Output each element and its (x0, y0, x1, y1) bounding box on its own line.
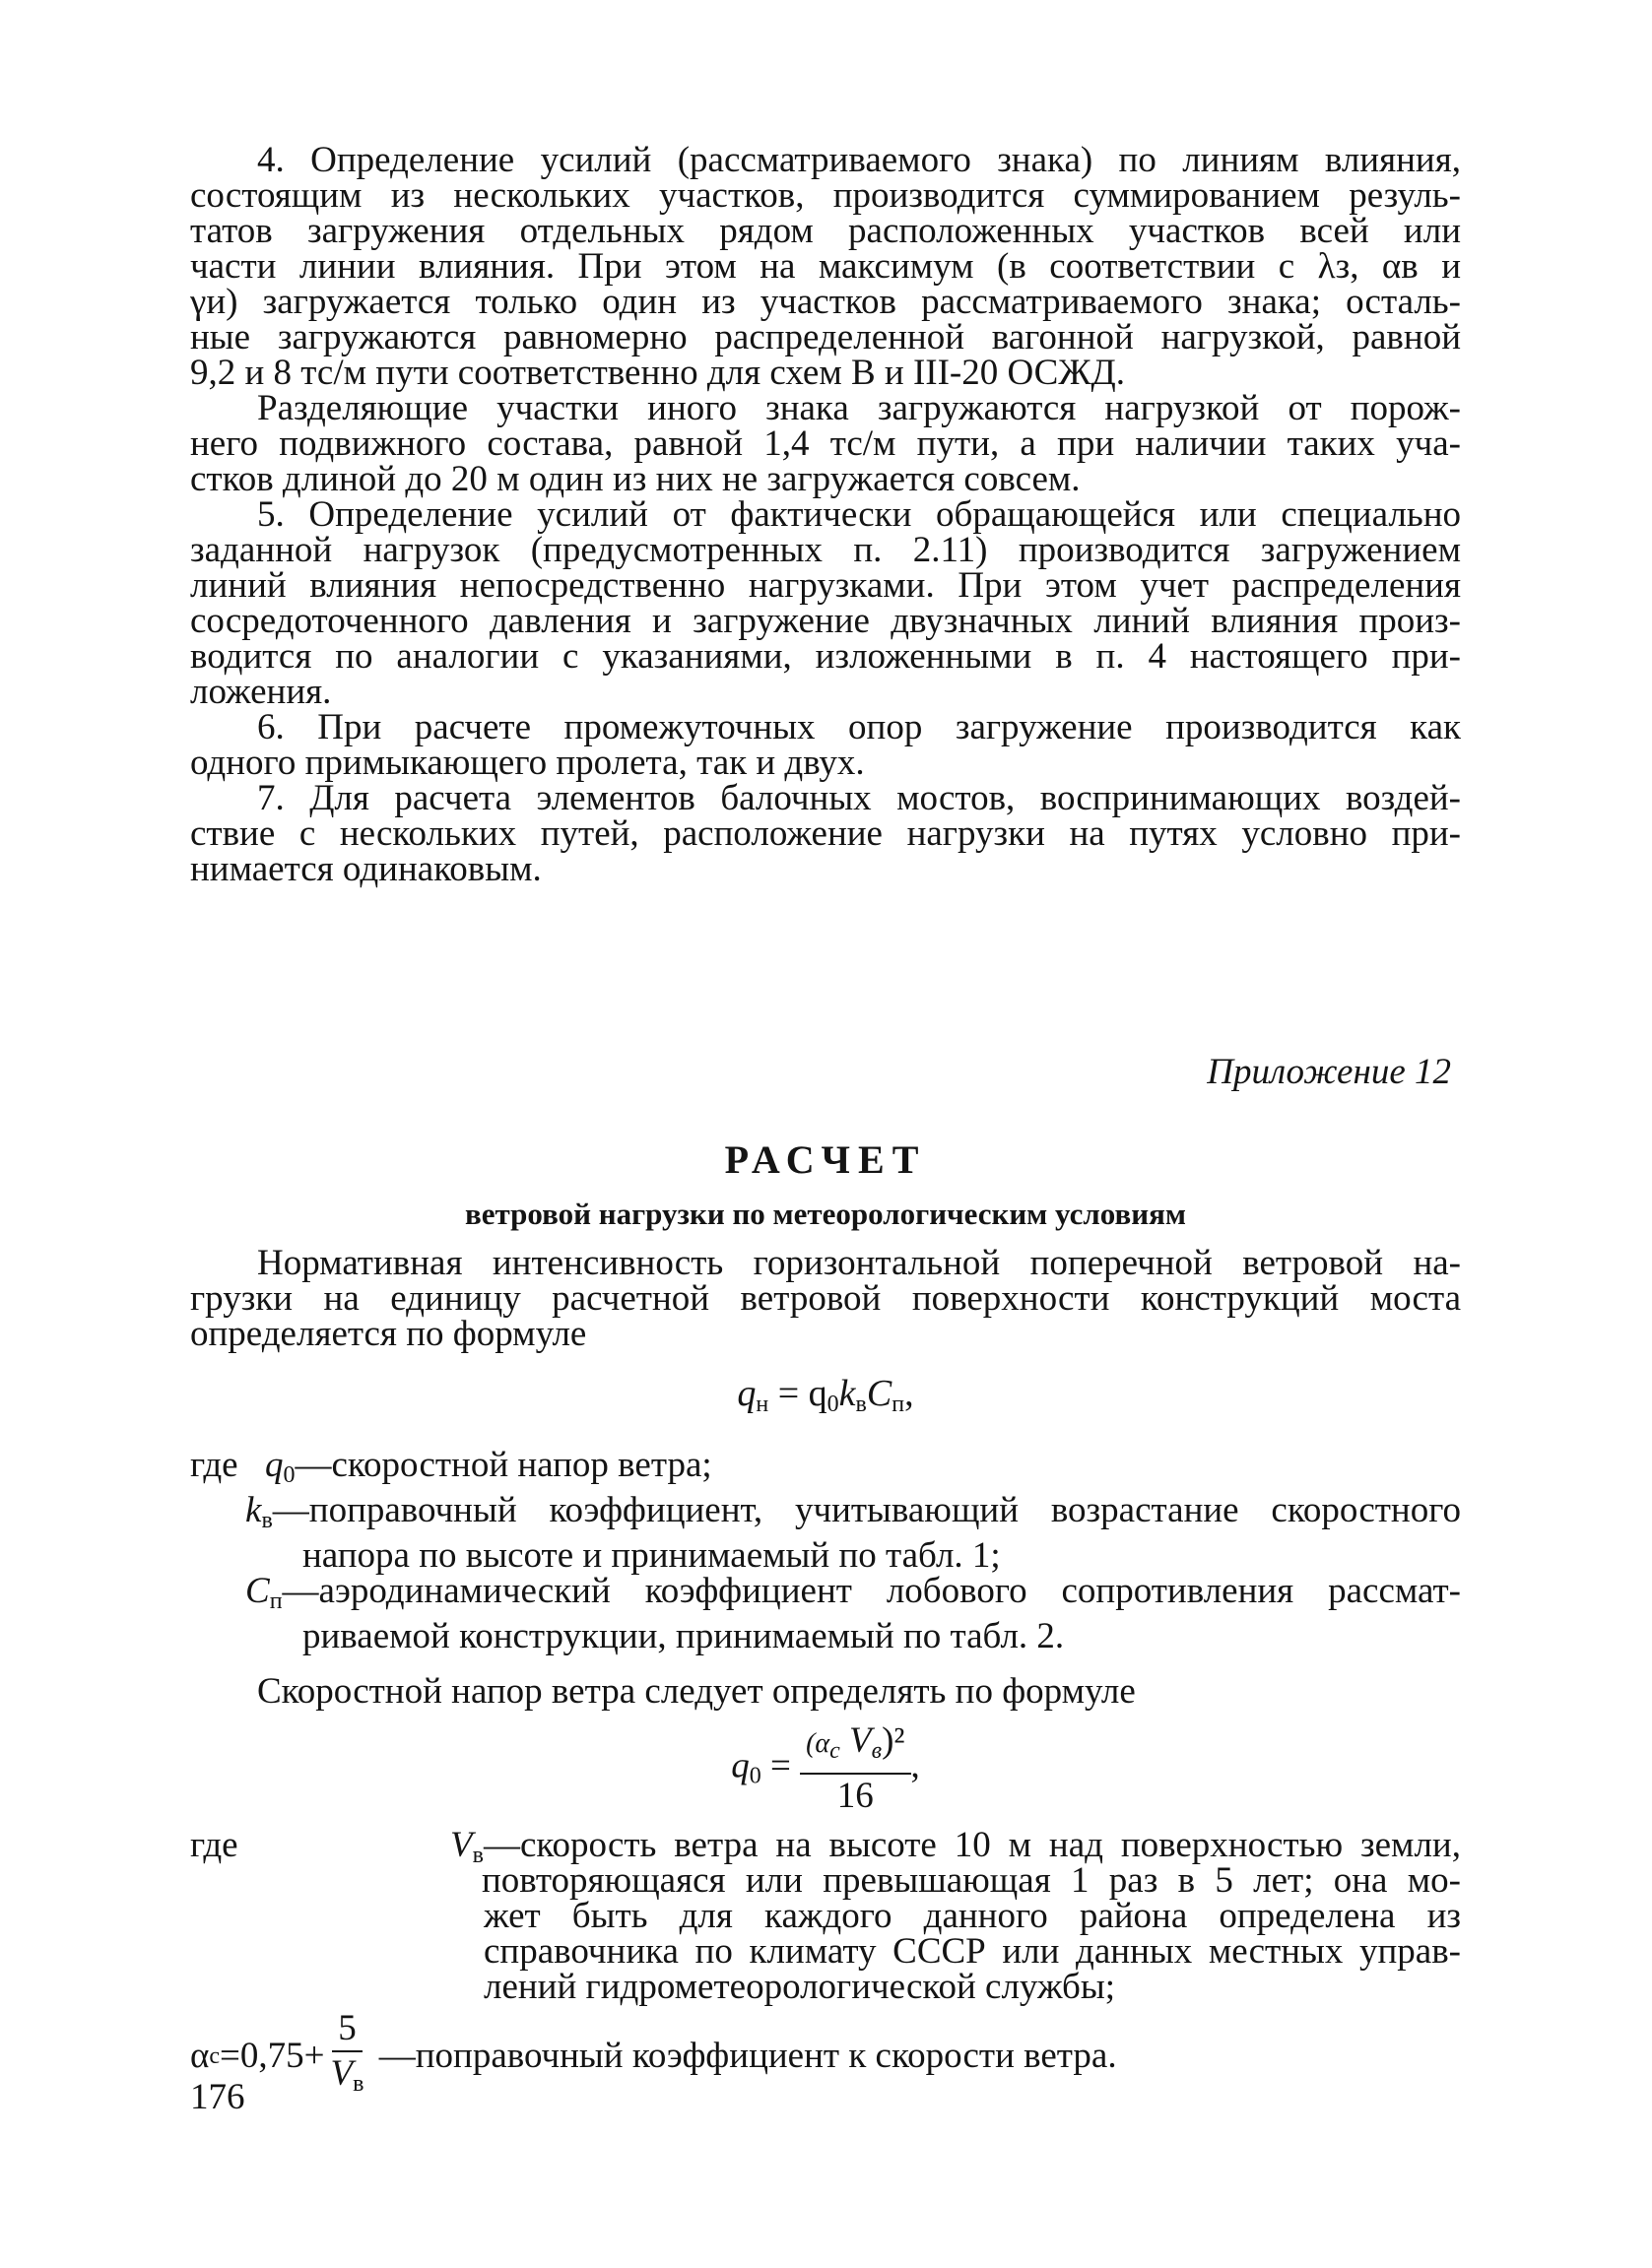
where-list-1 (190, 1445, 1461, 1656)
paragraph-6 (190, 707, 1461, 783)
where-item (190, 1490, 1461, 1576)
text-line: водится по аналогии с указаниями, изложенными в п. 4 настоящего при- (190, 636, 1461, 677)
text-line: 9,2 и 8 тс/м пути соответственно для схем В и III-20 ОСЖД. (190, 353, 1125, 393)
paragraph-5 (190, 494, 1461, 712)
text-line: одного примыкающего пролета, так и двух. (190, 743, 865, 783)
text-line: состоящим из нескольких участков, производится суммированием резуль- (190, 175, 1461, 216)
symbol-vb: Vв (450, 1825, 484, 1868)
text-line: лений гидрометеорологической службы; (484, 1967, 1115, 2007)
text-line: риваемой конструкции, принимаемый по табл. 2. (302, 1616, 1065, 1656)
text-line: ствие с нескольких путей, расположение нагрузки на путях условно при- (190, 813, 1461, 854)
text-line: него подвижного состава, равной 1,4 тс/м пути, а при наличии таких уча- (190, 423, 1461, 464)
text-line: ные загружаются равномерно распределенной вагонной нагрузкой, равной (190, 317, 1461, 357)
text-line: определяется по формуле (190, 1314, 587, 1354)
formula-wind-intensity: $q_н = q_0k_вC_п$, (737, 1373, 914, 1417)
text-line: напора по высоте и принимаемый по табл. 1; (302, 1535, 1001, 1576)
text-line: справочника по климату СССР или данных местных управ- (484, 1931, 1461, 1972)
text-line: жет быть для каждого данного района определена из (484, 1896, 1461, 1936)
text-line: сосредоточенного давления и загружение двузначных линий влияния произ- (190, 601, 1461, 641)
fraction: $\frac{5}{Vв}$ (330, 2008, 364, 2097)
text-line: части линии влияния. При этом на максимум (в соответствии с λз, αв и (190, 246, 1461, 287)
text-line: ложения. (190, 672, 332, 712)
text-line: 5. Определение усилий от фактически обращающейся или специально (257, 494, 1461, 535)
fraction: $\frac{\text{(αc Vв)²}}{16}$ (800, 1723, 910, 1814)
paragraph-4 (190, 140, 1461, 393)
text-line: заданной нагрузок (предусмотренных п. 2.11) производится загружением (190, 530, 1461, 570)
section-subheading: ветровой нагрузки по метеорологическим условиям (465, 1197, 1186, 1231)
page-content (190, 140, 1461, 2102)
speed-intro: Скоростной напор ветра следует определять по формуле (257, 1671, 1136, 1712)
text-line: стков длиной до 20 м один из них не загружается совсем. (190, 459, 1081, 499)
formula-speed-pressure: q0 = $\frac{\text{(αc Vв)²}}{16}$ , (731, 1720, 920, 1816)
text-line: грузки на единицу расчетной ветровой поверхности конструкций моста (190, 1278, 1461, 1319)
where-label: где (190, 1825, 238, 1865)
text-line: γи) загружается только один из участков рассматриваемого знака; осталь- (190, 282, 1461, 322)
text-line: 7. Для расчета элементов балочных мостов, воспринимающих воздей- (257, 778, 1461, 818)
text-line: 4. Определение усилий (рассматриваемого знака) по линиям влияния, (257, 140, 1461, 180)
intro-paragraph (190, 1243, 1461, 1354)
text-line: нимается одинаковым. (190, 849, 542, 889)
text-line: татов загружения отдельных рядом расположенных участков всей или (190, 211, 1461, 251)
where-label: где (190, 1445, 238, 1485)
text-line: Cп—аэродинамический коэффициент лобового сопротивления рассмат- (245, 1571, 1461, 1614)
text-line: Нормативная интенсивность горизонтальной поперечной ветровой на- (257, 1243, 1461, 1283)
section-heading: РАСЧЕТ (724, 1137, 927, 1182)
text-line: Разделяющие участки иного знака загружаются нагрузкой от порож- (257, 388, 1461, 428)
paragraph-7 (190, 778, 1461, 889)
appendix-label: Приложение 12 (1207, 1052, 1451, 1092)
text-line: 6. При расчете промежуточных опор загружение производится как (257, 707, 1461, 747)
page-number: 176 (190, 2077, 245, 2117)
where-item (190, 1571, 1461, 1656)
formula-alpha: α c =0,75+ $\frac{5}{Vв}$ —поправочный коэффициент к скорости ветра. (190, 2011, 1461, 2102)
paragraph-4b (190, 388, 1461, 499)
where-item: где q0—скоростной напор ветра; (190, 1448, 1461, 1493)
where-list-2 (190, 1825, 1461, 2007)
text-line: повторяющаяся или превышающая 1 раз в 5 лет; она мо- (482, 1860, 1461, 1901)
text-line: линий влияния непосредственно нагрузками. При этом учет распределения (190, 565, 1461, 606)
text-line: kв—поправочный коэффициент, учитывающий возрастание скоростного (245, 1490, 1461, 1533)
text-line: —скорость ветра на высоте 10 м над поверхностью земли, (484, 1825, 1461, 1865)
